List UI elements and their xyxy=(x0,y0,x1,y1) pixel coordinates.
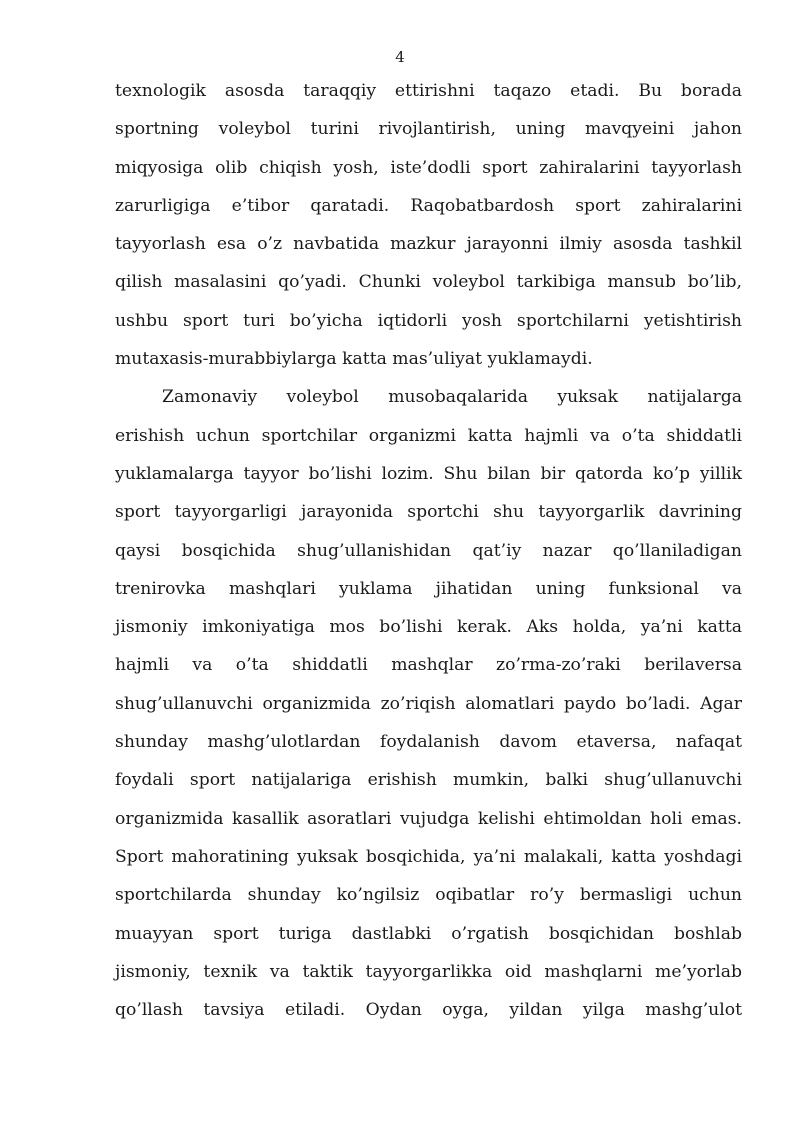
text-line: ushbu sport turi bo’yicha iqtidorli yosh sportchilarni yetishtirish xyxy=(115,310,742,331)
text-line: qaysi bosqichida shug’ullanishidan qat’iy nazar qo’llaniladigan xyxy=(115,540,742,561)
text-line: shunday mashg’ulotlardan foydalanish davom etaversa, nafaqat xyxy=(115,732,742,753)
text-line: Sport mahoratining yuksak bosqichida, ya’ni malakali, katta yoshdagi xyxy=(115,846,742,867)
text-line: organizmida kasallik asoratlari vujudga kelishi ehtimoldan holi emas. xyxy=(115,808,742,829)
page-number: 4 xyxy=(395,48,405,66)
text-line: zarurligiga e’tibor qaratadi. Raqobatbardosh sport zahiralarini xyxy=(115,195,742,216)
text-line: sportchilarda shunday ko’ngilsiz oqibatlar ro’y bermasligi uchun xyxy=(115,885,742,906)
text-line: sportning voleybol turini rivojlantirish, uning mavqyeini jahon xyxy=(115,119,742,140)
text-line: texnologik asosda taraqqiy ettirishni taqazo etadi. Bu borada xyxy=(115,81,742,101)
text-line: sport tayyorgarligi jarayonida sportchi shu tayyorgarlik davrining xyxy=(115,502,742,523)
text-line: qo’llash tavsiya etiladi. Oydan oyga, yildan yilga mashg’ulot xyxy=(115,1000,742,1021)
text-line: yuklamalarga tayyor bo’lishi lozim. Shu bilan bir qatorda ko’p yillik xyxy=(115,463,742,484)
text-line: tayyorlash esa o’z navbatida mazkur jarayonni ilmiy asosda tashkil xyxy=(115,234,742,255)
body-text xyxy=(115,72,742,1029)
text-line: mutaxasis-murabbiylarga katta mas’uliyat yuklamaydi. xyxy=(115,349,593,370)
text-line: trenirovka mashqlari yuklama jihatidan uning funksional va xyxy=(115,578,742,599)
paragraph-2 xyxy=(115,378,742,1029)
text-line: miqyosiga olib chiqish yosh, iste’dodli sport zahiralarini tayyorlash xyxy=(115,157,742,178)
text-line: jismoniy imkoniyatiga mos bo’lishi kerak. Aks holda, ya’ni katta xyxy=(115,617,742,638)
text-line: hajmli va o’ta shiddatli mashqlar zo’rma-zo’raki berilaversa xyxy=(115,655,742,676)
text-line: qilish masalasini qo’yadi. Chunki voleybol tarkibiga mansub bo’lib, xyxy=(115,272,742,293)
text-line: erishish uchun sportchilar organizmi katta hajmli va o’ta shiddatli xyxy=(115,425,742,446)
text-line: foydali sport natijalariga erishish mumkin, balki shug’ullanuvchi xyxy=(115,770,742,791)
text-line: Zamonaviy voleybol musobaqalarida yuksak natijalarga xyxy=(162,387,742,408)
text-line: jismoniy, texnik va taktik tayyorgarlikka oid mashqlarni me’yorlab xyxy=(115,961,742,982)
paragraph-1 xyxy=(115,72,742,378)
text-line: shug’ullanuvchi organizmida zo’riqish alomatlari paydo bo’ladi. Agar xyxy=(115,693,742,714)
text-line: muayyan sport turiga dastlabki o’rgatish bosqichidan boshlab xyxy=(115,923,742,944)
